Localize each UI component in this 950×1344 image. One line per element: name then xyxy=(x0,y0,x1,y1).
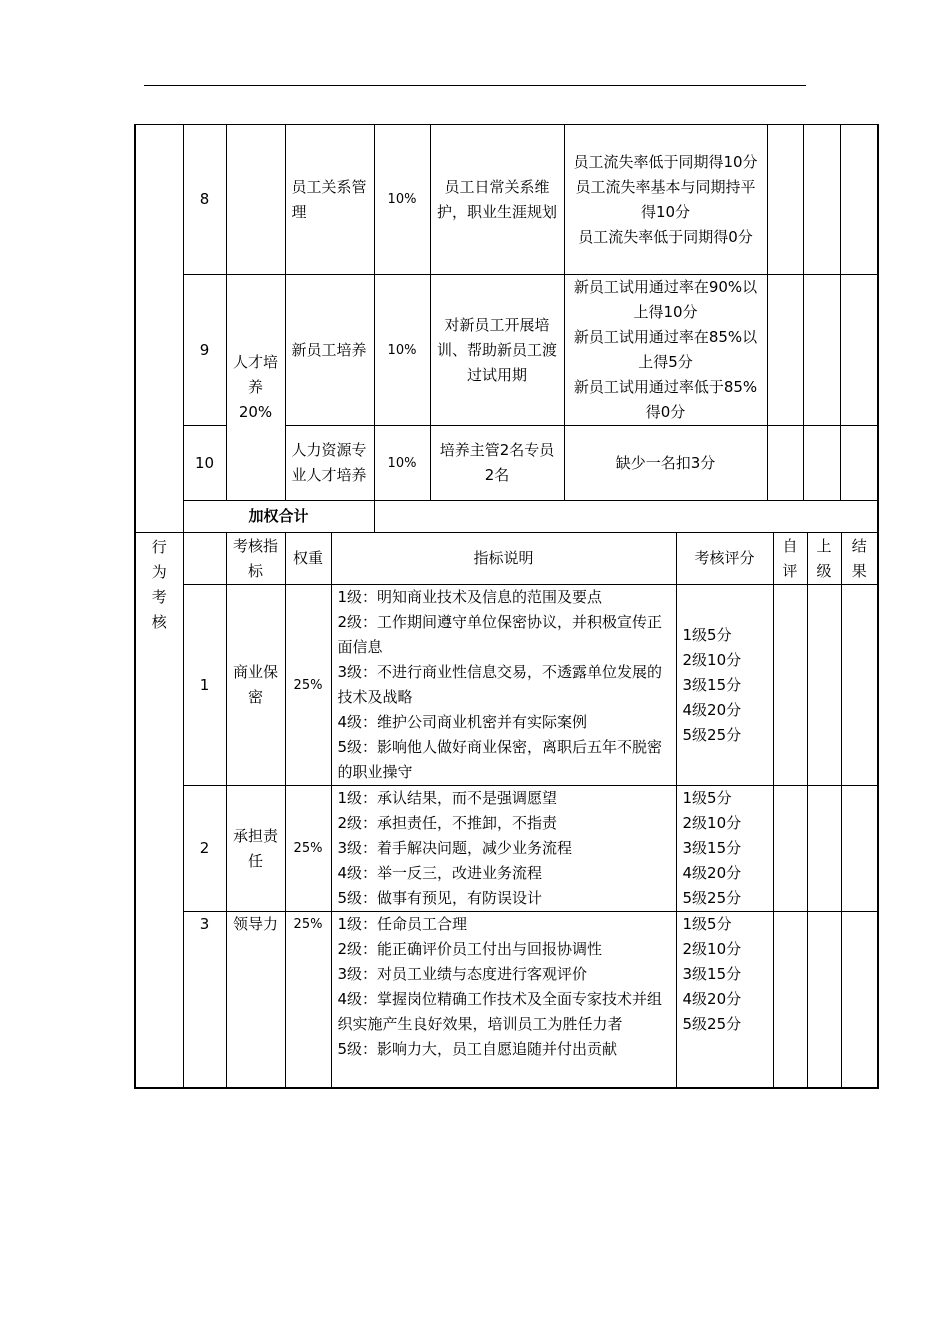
rating-line: 3级15分 xyxy=(682,965,742,983)
result-cell[interactable] xyxy=(840,125,878,275)
level-line: 3级：对员工业绩与态度进行客观评价 xyxy=(337,965,588,983)
result-cell[interactable] xyxy=(841,786,878,912)
indicator-cell: 新员工培养 xyxy=(285,275,374,426)
description-cell: 培养主管2名专员2名 xyxy=(430,426,564,501)
table-row xyxy=(135,786,878,912)
vertical-label: 行为考核 xyxy=(151,538,167,631)
scoring-line: 新员工试用通过率低于85%得0分 xyxy=(573,378,758,421)
indicator-cell: 员工关系管理 xyxy=(285,125,374,275)
level-line: 5级：做事有预见，有防误设计 xyxy=(337,889,543,907)
self-score-cell[interactable] xyxy=(773,786,807,912)
indicator-cell: 人力资源专业人才培养 xyxy=(285,426,374,501)
levels-cell xyxy=(331,786,676,912)
level-line: 1级：明知商业技术及信息的范围及要点 xyxy=(337,588,603,606)
weight-cell: 25% xyxy=(285,585,331,786)
category-cell xyxy=(226,125,285,275)
weight-cell: 10% xyxy=(374,125,430,275)
scoring-line: 员工流失率基本与同期持平得10分 xyxy=(575,177,756,221)
superior-score-cell[interactable] xyxy=(803,125,840,275)
result-cell[interactable] xyxy=(841,585,878,786)
row-number: 2 xyxy=(183,786,226,912)
category-cell: 人才培养20% xyxy=(226,275,285,501)
rating-line: 3级15分 xyxy=(682,839,742,857)
weight-cell: 25% xyxy=(285,912,331,1088)
self-score-cell[interactable] xyxy=(767,275,803,426)
rating-line: 4级20分 xyxy=(682,700,742,719)
level-line: 4级：掌握岗位精确工作技术及全面专家技术并组织实施产生良好效果，培训员工为胜任力者 xyxy=(337,990,663,1033)
header-row xyxy=(135,533,878,585)
description-cell: 对新员工开展培训、帮助新员工渡过试用期 xyxy=(430,275,564,426)
weighted-total-label: 加权合计 xyxy=(183,501,374,533)
level-line: 5级：影响他人做好商业保密，离职后五年不脱密的职业操守 xyxy=(337,738,663,781)
rating-cell xyxy=(676,912,773,1088)
superior-score-cell[interactable] xyxy=(807,585,841,786)
rating-line: 5级25分 xyxy=(682,1015,742,1033)
behavior-table xyxy=(134,532,879,1089)
table-row xyxy=(135,275,878,426)
total-row xyxy=(135,501,878,533)
level-line: 3级：着手解决问题，减少业务流程 xyxy=(337,839,573,857)
scoring-line: 新员工试用通过率在90%以上得10分 xyxy=(573,278,758,321)
self-score-cell[interactable] xyxy=(767,125,803,275)
scoring-cell xyxy=(564,125,767,275)
rating-line: 4级20分 xyxy=(682,990,742,1008)
superior-score-cell[interactable] xyxy=(803,426,840,501)
result-cell[interactable] xyxy=(841,912,878,1088)
indicator-cell: 商业保密 xyxy=(226,585,285,786)
level-line: 2级：承担责任，不推卸，不指责 xyxy=(337,814,558,832)
rating-line: 1级5分 xyxy=(682,625,732,644)
header-no xyxy=(183,533,226,585)
rating-line: 4级20分 xyxy=(682,864,742,882)
header-result: 结果 xyxy=(841,533,878,585)
rating-line: 1级5分 xyxy=(682,789,732,807)
level-line: 1级：承认结果，而不是强调愿望 xyxy=(337,789,558,807)
weight-cell: 10% xyxy=(374,426,430,501)
rating-cell xyxy=(676,585,773,786)
scoring-cell xyxy=(564,275,767,426)
weight-cell: 10% xyxy=(374,275,430,426)
behavior-section-label xyxy=(135,533,183,1088)
scoring-cell: 缺少一名扣3分 xyxy=(564,426,767,501)
header-weight: 权重 xyxy=(285,533,331,585)
weight-cell: 25% xyxy=(285,786,331,912)
header-rule xyxy=(144,85,806,86)
self-score-cell[interactable] xyxy=(773,912,807,1088)
level-line: 2级：能正确评价员工付出与回报协调性 xyxy=(337,940,603,958)
self-score-cell[interactable] xyxy=(773,585,807,786)
superior-score-cell[interactable] xyxy=(807,912,841,1088)
self-score-cell[interactable] xyxy=(767,426,803,501)
kpi-table xyxy=(134,124,879,533)
rating-line: 2级10分 xyxy=(682,940,742,958)
level-line: 4级：维护公司商业机密并有实际案例 xyxy=(337,713,588,731)
levels-cell xyxy=(331,585,676,786)
table-row xyxy=(135,585,878,786)
scoring-line: 员工流失率低于同期得10分 xyxy=(573,152,758,171)
level-line: 4级：举一反三，改进业务流程 xyxy=(337,864,543,882)
row-number: 3 xyxy=(183,912,226,1088)
row-number: 9 xyxy=(183,275,226,426)
row-number: 10 xyxy=(183,426,226,501)
scoring-line: 新员工试用通过率在85%以上得5分 xyxy=(573,328,758,371)
rating-line: 1级5分 xyxy=(682,915,732,933)
levels-cell xyxy=(331,912,676,1088)
row-number: 1 xyxy=(183,585,226,786)
row-number: 8 xyxy=(183,125,226,275)
rating-cell xyxy=(676,786,773,912)
header-rating: 考核评分 xyxy=(676,533,773,585)
level-line: 5级：影响力大，员工自愿追随并付出贡献 xyxy=(337,1040,618,1058)
scoring-line: 员工流失率低于同期得0分 xyxy=(578,227,753,246)
header-description: 指标说明 xyxy=(331,533,676,585)
rating-line: 5级25分 xyxy=(682,725,742,744)
table-row xyxy=(135,125,878,275)
table-row xyxy=(135,912,878,1088)
result-cell[interactable] xyxy=(840,275,878,426)
rating-line: 3级15分 xyxy=(682,675,742,694)
superior-score-cell[interactable] xyxy=(807,786,841,912)
result-cell[interactable] xyxy=(840,426,878,501)
header-self: 自评 xyxy=(773,533,807,585)
rating-line: 2级10分 xyxy=(682,650,742,669)
rating-line: 5级25分 xyxy=(682,889,742,907)
indicator-cell: 承担责任 xyxy=(226,786,285,912)
rating-line: 2级10分 xyxy=(682,814,742,832)
section-cell xyxy=(135,125,183,533)
header-superior: 上级 xyxy=(807,533,841,585)
level-line: 1级：任命员工合理 xyxy=(337,915,468,933)
description-cell: 员工日常关系维护，职业生涯规划 xyxy=(430,125,564,275)
level-line: 2级：工作期间遵守单位保密协议，并积极宣传正面信息 xyxy=(337,613,663,656)
superior-score-cell[interactable] xyxy=(803,275,840,426)
header-indicator: 考核指标 xyxy=(226,533,285,585)
weighted-total-value[interactable] xyxy=(374,501,878,533)
indicator-cell: 领导力 xyxy=(226,912,285,1088)
level-line: 3级：不进行商业性信息交易，不透露单位发展的技术及战略 xyxy=(337,663,663,706)
